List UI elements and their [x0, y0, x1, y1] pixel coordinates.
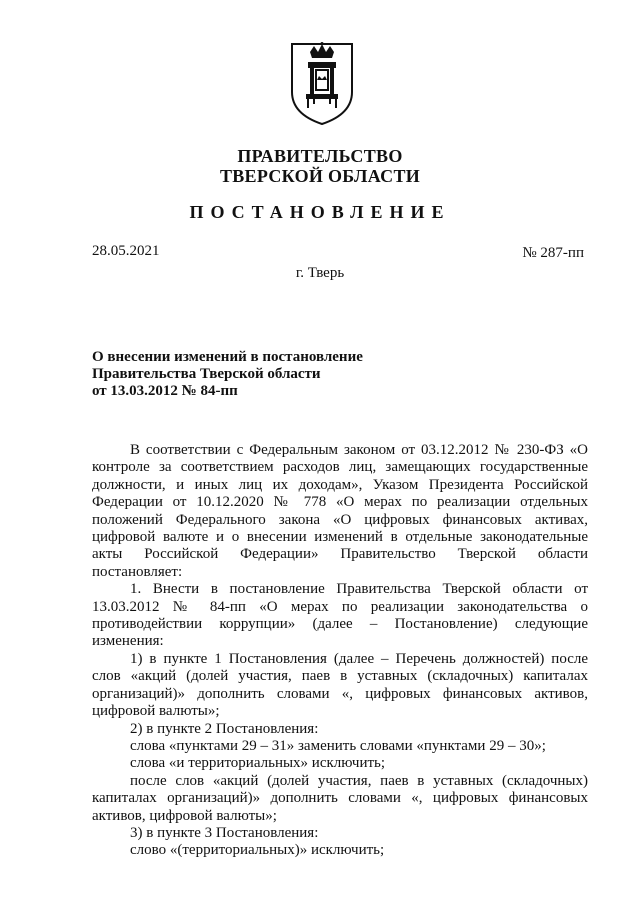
subject-line3: от 13.03.2012 № 84-пп — [92, 383, 238, 399]
coat-of-arms-emblem — [288, 40, 356, 126]
subitem-2c-paragraph: после слов «акций (долей участия, паев в уставных (складочных) капиталах организаций)» дополнить словами «, цифровых финансовых активов, цифровой валюты»; — [92, 772, 588, 824]
document-body — [92, 442, 588, 860]
organization-name-line2: ТВЕРСКОЙ ОБЛАСТИ — [219, 166, 421, 186]
document-city: г. Тверь — [295, 265, 345, 281]
subitem-3-paragraph: 3) в пункте 3 Постановления: — [130, 824, 319, 841]
document-number: № 287-пп — [522, 245, 584, 261]
organization-name-line1: ПРАВИТЕЛЬСТВО — [237, 146, 403, 166]
document-date: 28.05.2021 — [92, 243, 160, 259]
document-subject — [92, 349, 363, 400]
subitem-3a-paragraph: слово «(территориальных)» исключить; — [130, 842, 385, 859]
subject-line1: О внесении изменений в постановление — [92, 349, 363, 365]
item-1-paragraph: 1. Внести в постановление Правительства Тверской области от 13.03.2012 № 84-пп «О мерах по реализации законодательства о противодействии коррупции» (далее – Постановление) следующие изменения: — [92, 581, 588, 650]
subitem-2b-paragraph: слова «и территориальных» исключить; — [130, 755, 386, 772]
subject-line2: Правительства Тверской области — [92, 366, 321, 382]
document-type: ПОСТАНОВЛЕНИЕ — [189, 202, 451, 222]
subitem-1-paragraph: 1) в пункте 1 Постановления (далее – Перечень должностей) после слов «акций (долей участия, паев в уставных (складочных) капиталах организаций)» дополнить словами «, цифровых финансовых активов, цифровой валюты»; — [92, 650, 588, 720]
subitem-2-paragraph: 2) в пункте 2 Постановления: — [130, 720, 319, 737]
preamble-paragraph: В соответствии с Федеральным законом от 03.12.2012 № 230-ФЗ «О контроле за соответствием расходов лиц, замещающих государственные должности, и иных лиц их доходам», Указом Президента Российской Федерации от 10.12.2020 № 778 «О мерах по реализации отдельных положений Федерального закона «О цифровых финансовых активах, цифровой валюте и о внесении изменений в отдельные законодательные акты Российской Федерации» Правительство Тверской области постановляет: — [92, 442, 588, 580]
subitem-2a-paragraph: слова «пунктами 29 – 31» заменить словами «пунктами 29 – 30»; — [130, 737, 546, 754]
